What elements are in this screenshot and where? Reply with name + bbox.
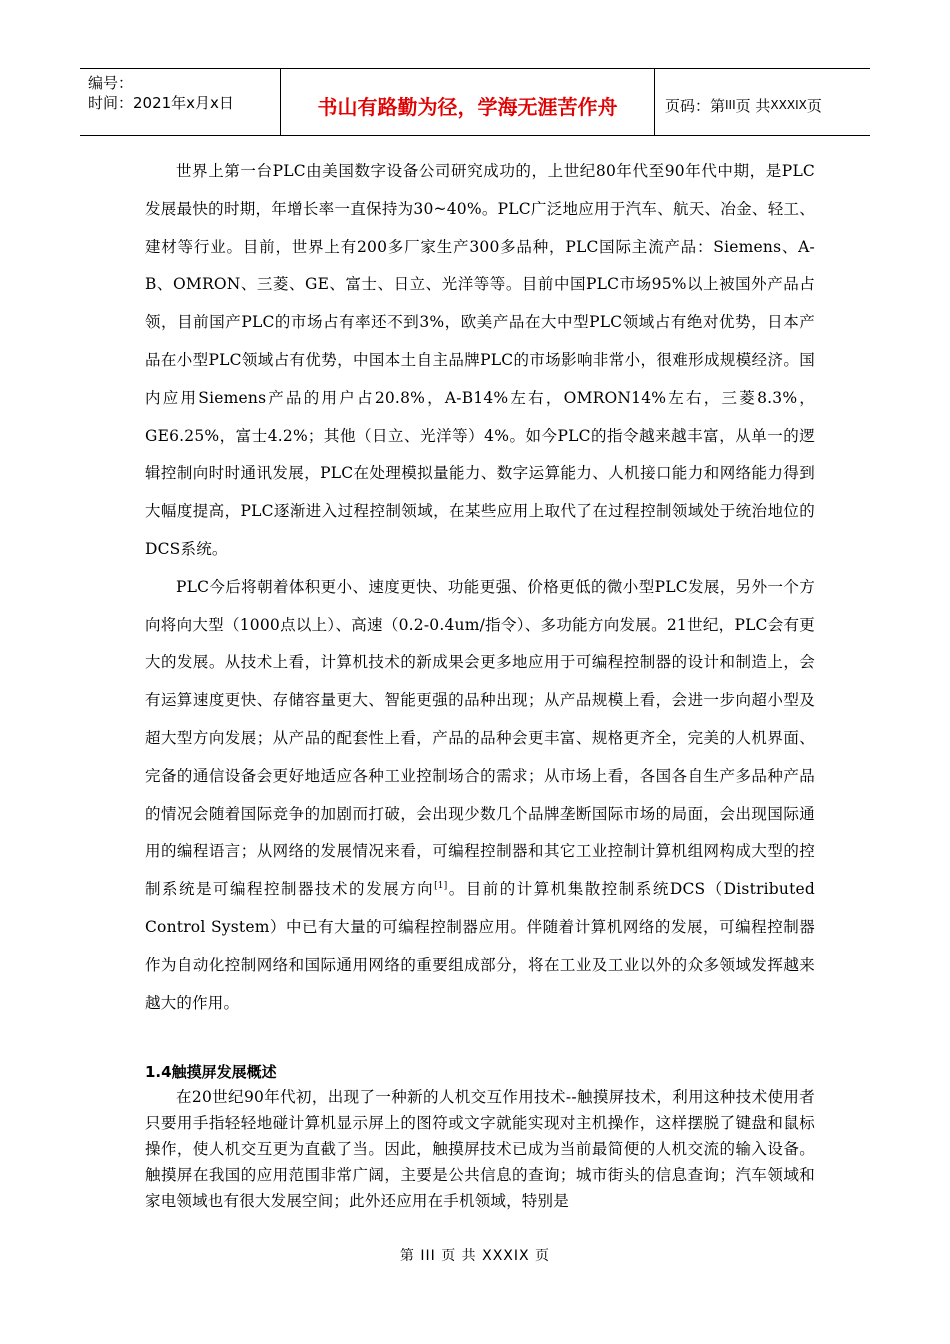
body-section-plc xyxy=(145,153,815,1022)
paragraph-plc-history: 世界上第一台PLC由美国数字设备公司研究成功的，上世纪80年代至90年代中期，是PLC发展最快的时期，年增长率一直保持为30~40%。PLC广泛地应用于汽车、航天、冶金、轻工、建材等行业。目前，世界上有200多厂家生产300多品种，PLC国际主流产品：Siemens、A-B、OMRON、三菱、GE、富士、日立、光洋等等。目前中国PLC市场95%以上被国外产品占领，目前国产PLC的市场占有率还不到3%，欧美产品在大中型PLC领域占有绝对优势，日本产品在小型PLC领域占有优势，中国本土自主品牌PLC的市场影响非常小，很难形成规模经济。国内应用Siemens产品的用户占20.8%，A-B14%左右，OMRON14%左右，三菱8.3%，GE6.25%，富士4.2%；其他（日立、光洋等）4%。如今PLC的指令越来越丰富，从单一的逻辑控制向时时通讯发展，PLC在处理模拟量能力、数字运算能力、人机接口能力和网络能力得到大幅度提高，PLC逐渐进入过程控制领域，在某些应用上取代了在过程控制领域处于统治地位的DCS系统。 xyxy=(145,162,815,558)
page-label-suffix: 页 xyxy=(806,96,822,115)
body-section-touchscreen xyxy=(145,1084,815,1214)
paragraph-plc-future-part2: 。目前的计算机集散控制系统DCS（Distributed Control System）中已有大量的可编程控制器应用。伴随着计算机网络的发展，可编程控制器作为自动化控制网络和国际通用网络的重要组成部分，将在工业及工业以外的众多领域发挥越来越大的作用。 xyxy=(145,880,816,1012)
paragraph-plc-future xyxy=(145,569,815,1023)
citation-reference[interactable]: [1] xyxy=(434,880,448,891)
document-body xyxy=(145,153,815,1214)
page-footer: 第 III 页 共 XXXIX 页 xyxy=(399,1248,551,1264)
header-page-number xyxy=(655,69,870,135)
paragraph-plc-future-part1: PLC今后将朝着体积更小、速度更快、功能更强、价格更低的微小型PLC发展，另外一个方向将向大型（1000点以上）、高速（0.2-0.4um/指令）、多功能方向发展。21世纪，PLC会有更大的发展。从技术上看，计算机技术的新成果会更多地应用于可编程控制器的设计和制造上，会有运算速度更快、存储容量更大、智能更强的品种出现；从产品规模上看，会进一步向超小型及超大型方向发展；从产品的配套性上看，产品的品种会更丰富、规格更齐全，完美的人机界面、完备的通信设备会更好地适应各种工业控制场合的需求；从市场上看，各国各自生产多品种产品的情况会随着国际竞争的加剧而打破，会出现少数几个品牌垄断国际市场的局面，会出现国际通用的编程语言；从网络的发展情况来看，可编程控制器和其它工业控制计算机组网构成大型的控制系统是可编程控制器技术的发展方向 xyxy=(145,577,815,899)
page-total: XXXIX xyxy=(770,98,807,112)
document-date-label: 时间：2021年x月x日 xyxy=(88,94,234,112)
page-label-mid: 页 共 xyxy=(735,96,771,115)
page-header xyxy=(80,68,870,136)
paragraph-touchscreen: 在20世纪90年代初，出现了一种新的人机交互作用技术--触摸屏技术，利用这种技术使用者只要用手指轻轻地碰计算机显示屏上的图符或文字就能实现对主机操作，这样摆脱了键盘和鼠标操作，使人机交互更为直截了当。因此，触摸屏技术已成为当前最简便的人机交流的输入设备。触摸屏在我国的应用范围非常广阔，主要是公共信息的查询；城市街头的信息查询；汽车领域和家电领域也有很大发展空间；此外还应用在手机领域，特别是 xyxy=(145,1088,815,1211)
section-heading-touchscreen: 1.4触摸屏发展概述 xyxy=(145,1063,277,1082)
header-meta xyxy=(80,69,281,135)
page-current: III xyxy=(725,98,736,112)
document-number-label: 编号： xyxy=(88,74,134,92)
header-motto: 书山有路勤为径，学海无涯苦作舟 xyxy=(281,69,655,135)
page-label-prefix: 页码：第 xyxy=(665,96,726,115)
